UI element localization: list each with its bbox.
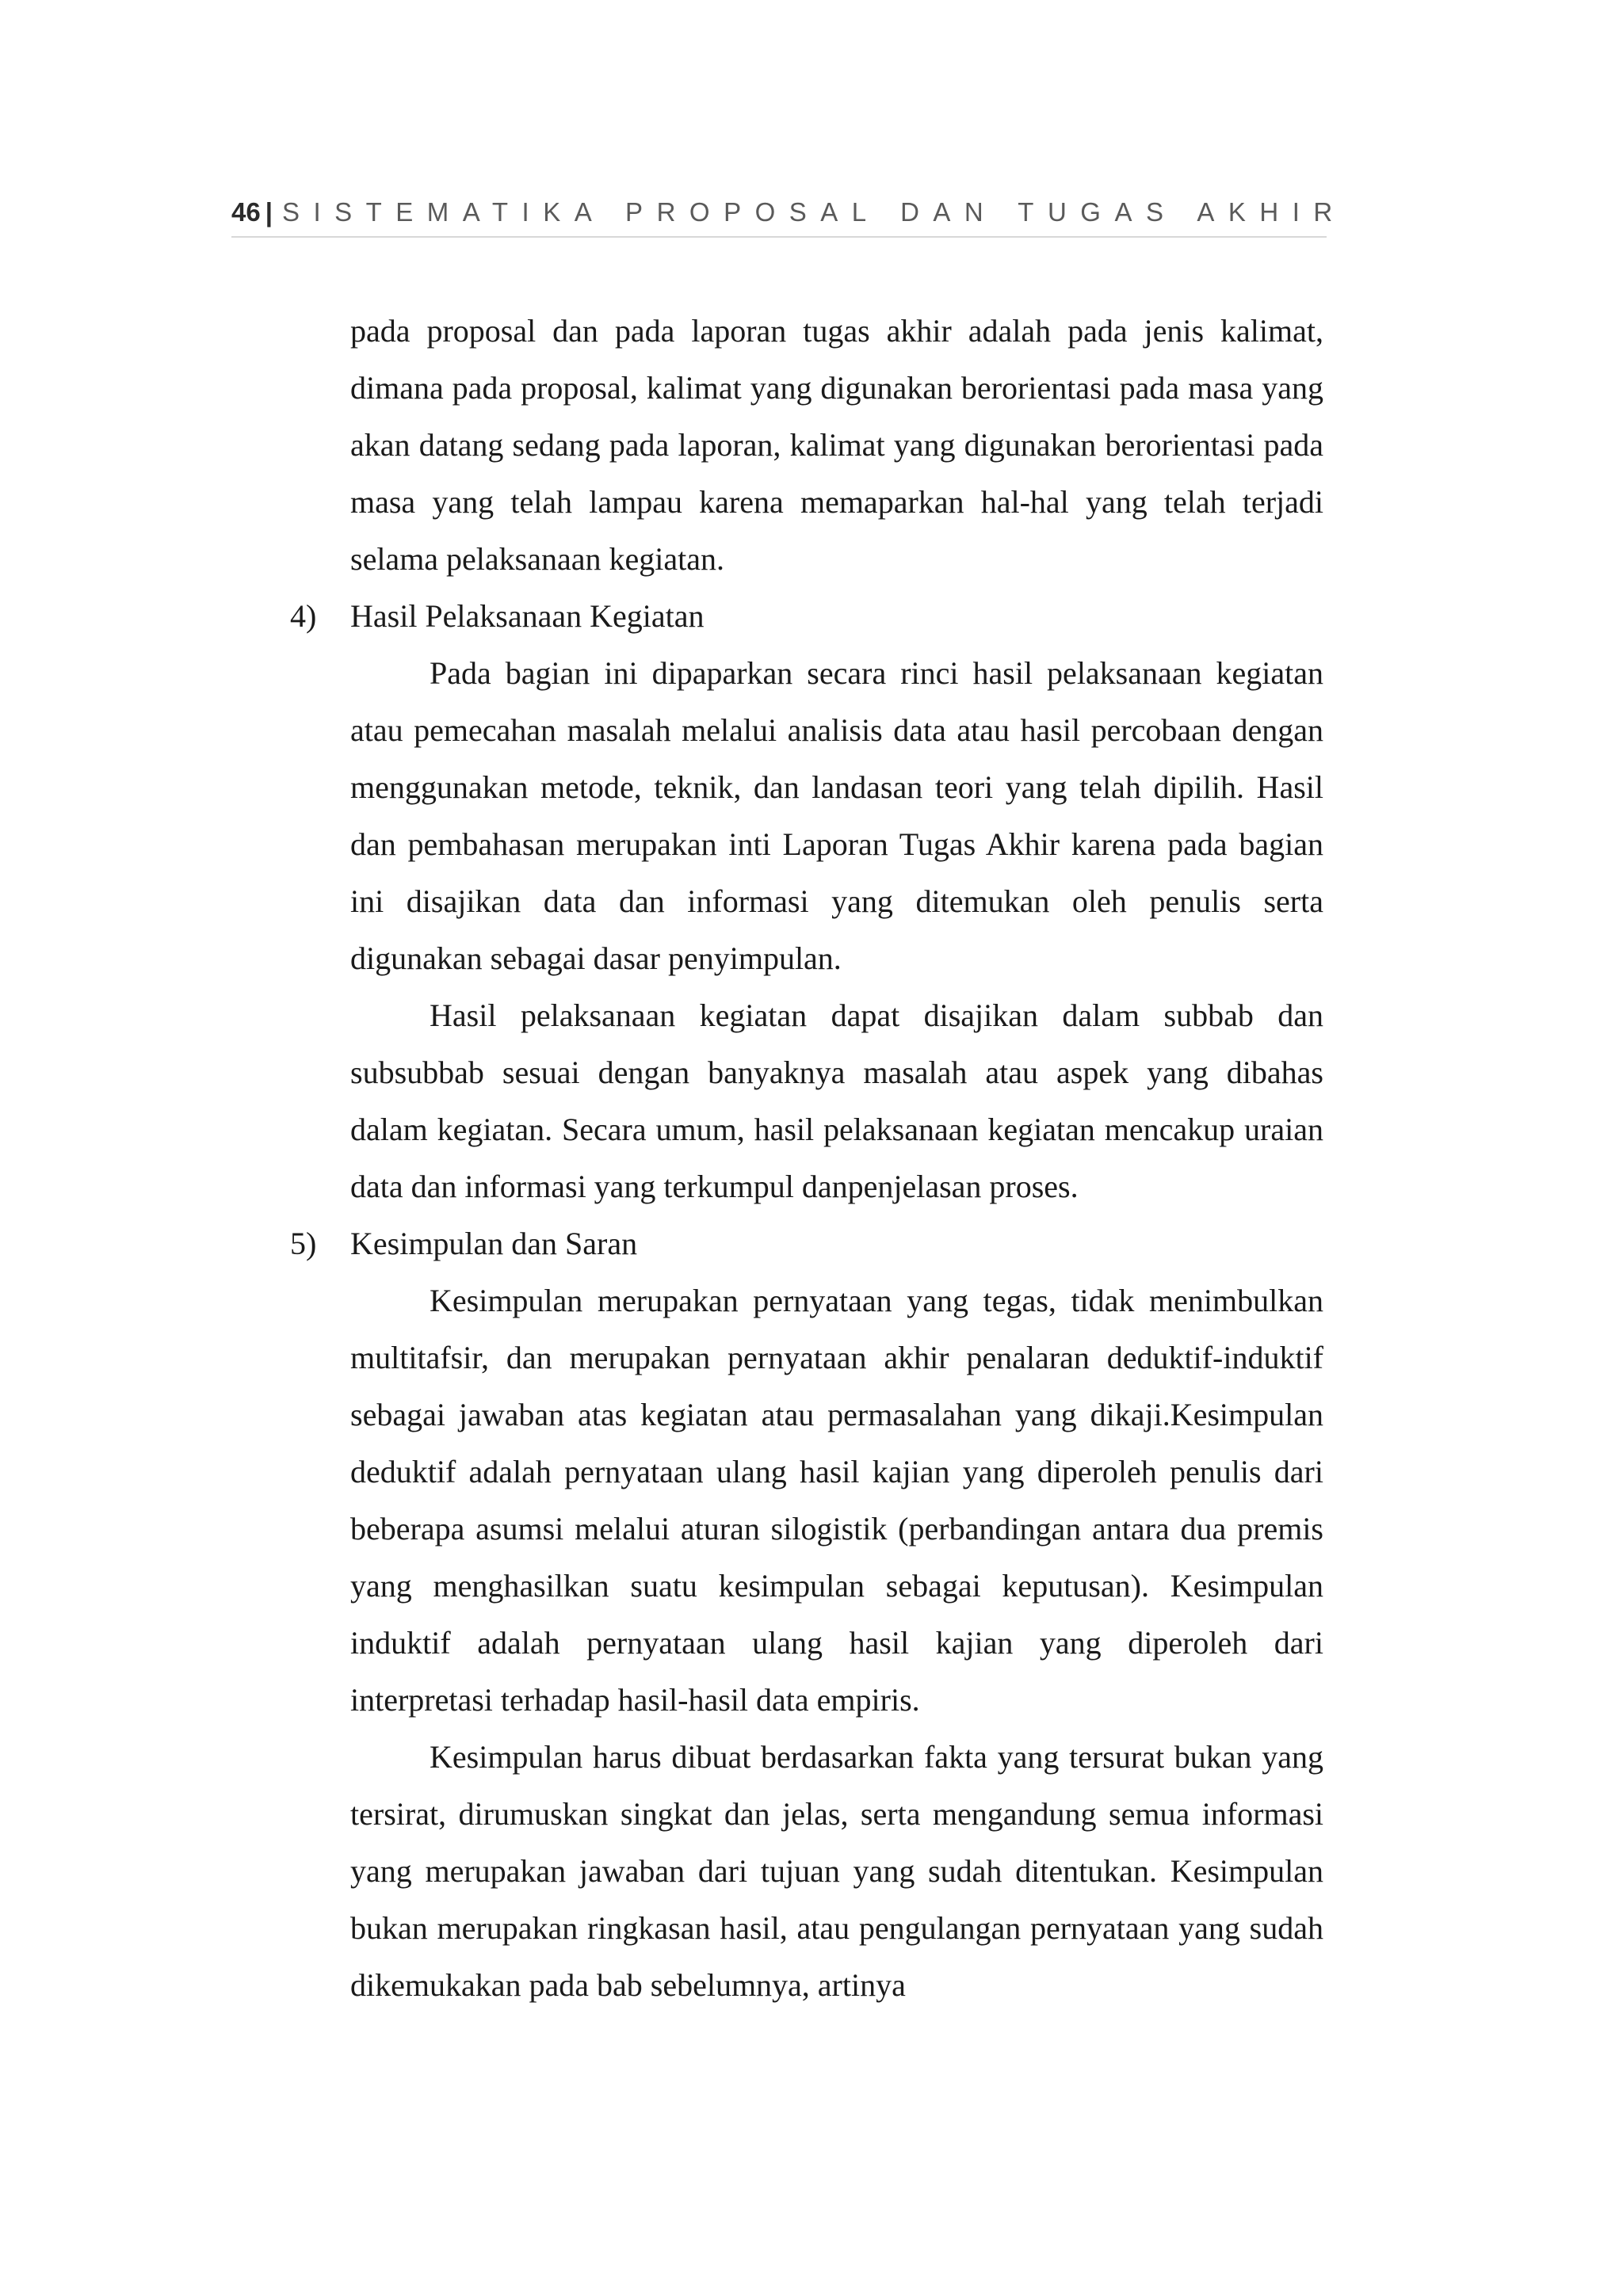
section-number: 5) xyxy=(290,1226,317,1261)
paragraph: Hasil pelaksanaan kegiatan dapat disajikan dalam subbab dan subsubbab sesuai dengan banyaknya masalah atau aspek yang dibahas dalam kegiatan. Secara umum, hasil pelaksanaan kegiatan mencakup uraian data dan informasi yang terkumpul danpenjelasan proses. xyxy=(350,997,1323,1204)
section-hasil-pelaksanaan xyxy=(290,588,1323,1215)
page-number: 46 xyxy=(231,197,261,227)
section-title: Hasil Pelaksanaan Kegiatan xyxy=(350,598,705,634)
continued-paragraph: pada proposal dan pada laporan tugas akhir adalah pada jenis kalimat, dimana pada proposal, kalimat yang digunakan berorientasi pada masa yang akan datang sedang pada laporan, kalimat yang digunakan berorientasi pada masa yang telah lampau karena memaparkan hal-hal yang telah terjadi selama pelaksanaan kegiatan. xyxy=(350,313,1323,577)
running-header xyxy=(231,196,1346,238)
section-heading xyxy=(290,588,1323,645)
book-title: SISTEMATIKA PROPOSAL DAN TUGAS AKHIR xyxy=(281,197,1346,227)
paragraph: Kesimpulan harus dibuat berdasarkan fakta yang tersurat bukan yang tersirat, dirumuskan singkat dan jelas, serta mengandung semua informasi yang merupakan jawaban dari tujuan yang sudah ditentukan. Kesimpulan bukan merupakan ringkasan hasil, atau pengulangan pernyataan yang sudah dikemukakan pada bab sebelumnya, artinya xyxy=(350,1739,1323,2003)
body-text xyxy=(290,303,1323,2014)
paragraph: Pada bagian ini dipaparkan secara rinci hasil pelaksanaan kegiatan atau pemecahan masalah melalui analisis data atau hasil percobaan dengan menggunakan metode, teknik, dan landasan teori yang telah dipilih. Hasil dan pembahasan merupakan inti Laporan Tugas Akhir karena pada bagian ini disajikan data dan informasi yang ditemukan oleh penulis serta digunakan sebagai dasar penyimpulan. xyxy=(350,655,1323,976)
paragraph: Kesimpulan merupakan pernyataan yang tegas, tidak menimbulkan multitafsir, dan merupakan pernyataan akhir penalaran deduktif-induktif sebagai jawaban atas kegiatan atau permasalahan yang dikaji.Kesimpulan deduktif adalah pernyataan ulang hasil kajian yang diperoleh penulis dari beberapa asumsi melalui aturan silogistik (perbandingan antara dua premis yang menghasilkan suatu kesimpulan sebagai keputusan). Kesimpulan induktif adalah pernyataan ulang hasil kajian yang diperoleh dari interpretasi terhadap hasil-hasil data empiris. xyxy=(350,1283,1323,1718)
section-kesimpulan-saran xyxy=(290,1215,1323,2014)
header-separator: | xyxy=(265,197,273,227)
section-heading xyxy=(290,1215,1323,1272)
section-title: Kesimpulan dan Saran xyxy=(350,1226,638,1261)
section-number: 4) xyxy=(290,598,317,634)
